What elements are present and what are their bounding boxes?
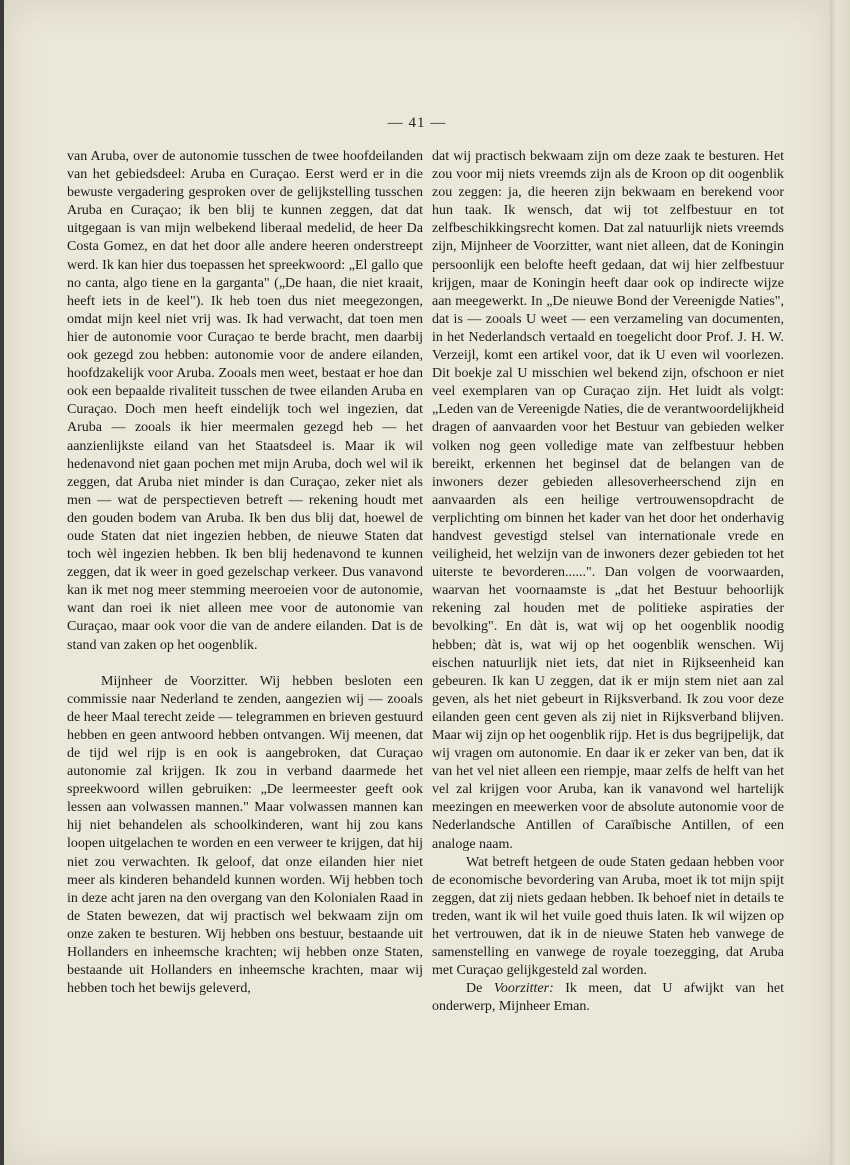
closing-prefix: De: [466, 981, 483, 997]
chair-remark: [432, 980, 784, 1016]
speaker-name: Voorzitter:: [493, 981, 554, 997]
paragraph: Wat betreft hetgeen de oude Staten gedaan hebben voor de economische bevordering van Aruba, moet ik tot mijn spijt zeggen, dat zij niets gedaan hebben. Ik behoef niet in details te treden, want ik wil het vuile goed thuis laten. Ik wil wijzen op het vertrouwen, dat ik in de nieuwe Staten heb vanwege de samenstelling en vanwege de royale toezegging, dat Aruba met Curaçao gelijkgesteld zal worden.: [432, 854, 784, 979]
paragraph: Mijnheer de Voorzitter. Wij hebben besloten een commissie naar Nederland te zenden, aangezien wij — zooals de heer Maal terecht zeide — telegrammen en brieven gestuurd hebben en geen antwoord hebben ontvangen. Wij meenen, dat de tijd wel rijp is en ook is aangebroken, dat Curaçao autonomie zal krijgen. Ik zou in verband daarmede het spreekwoord willen gebruiken: „De leermeester geeft ook lessen aan volwassen mannen." Maar volwassen mannen kan hij niet behandelen als schoolkinderen, want hij zou kans loopen uitgelachen te worden en een verweer te krijgen, dat hij niet zou verwachten. Ik geloof, dat onze eilanden hier niet meer als kinderen behandeld kunnen worden. Wij hebben toch in deze acht jaren na den overgang van den Kolonialen Raad in de Staten bewezen, dat wij practisch wel bekwaam zijn om onze zaken te besturen. Wij hebben ons bestuur, bestaande uit Hollanders en inheemsche krachten; wij hebben onze Staten, bestaande uit Hollanders en inheemsche krachten, maar wij hebben toch het bewijs geleverd,: [67, 673, 423, 997]
closing-text: Ik meen, dat U afwijkt van het onderwerp, Mijnheer Eman.: [432, 981, 784, 1015]
left-column: [67, 148, 423, 998]
paragraph: dat wij practisch bekwaam zijn om deze zaak te besturen. Het zou voor mij niets vreemds zijn als de Kroon op dit oogenblik zou zeggen: ja, die heeren zijn bekwaam en berekend voor hun taak. Ik wensch, dat wij tot zelfbestuur en tot zelfbeschikkingsrecht komen. Dat zal natuurlijk niets vreemds zijn, Mijnheer de Voorzitter, want niet alleen, dat de Koningin persoonlijk een belofte heeft gedaan, dat wij hier zelfbestuur krijgen, maar de Koningin heeft daar ook op indirecte wijze aan meegewerkt. In „De nieuwe Bond der Vereenigde Naties", dat is — zooals U weet — een verzameling van documenten, in het Nederlandsch vertaald en toegelicht door Prof. J. H. W. Verzeijl, komt een artikel voor, dat ik U even wil voorlezen. Dit boekje zal U misschien wel bekend zijn, ofschoon er niet veel exemplaren van op Curaçao zijn. Het luidt als volgt: „Leden van de Vereenigde Naties, die de verantwoordelijkheid dragen of aanvaarden voor het Bestuur van gebieden welker volken nog geen volledige mate van zelfbestuur hebben bereikt, erkennen het beginsel dat de belangen van de inwoners dezer gebieden allesoverheerschend zijn en aanvaarden als een heilige vertrouwensopdracht de verplichting om binnen het kader van het door het onderhavig handvest gevestigd stelsel van internationale vrede en veiligheid, het welzijn van de inwoners dezer gebieden tot het uiterste te bevorderen......". Dan volgen de voorwaarden, waarvan het voornaamste is „dat het Bestuur behoorlijk rekening zal houden met de politieke aspiraties der bevolking". En dàt is, wat wij op het oogenblik noodig hebben; dàt is, wat wij op het oogenblik wenschen. Wij eischen natuurlijk niet iets, dat niet in Rijkseenheid kan gebeuren. Ik kan U zeggen, dat ik er mijn stem niet aan zal geven, als het niet gebeurt in Rijksverband. Ik zou voor deze eilanden geen cent geven als zij niet in Rijksverband blijven. Maar wij zijn op het oogenblik rijp. Het is dus begrijpelijk, dat wij vragen om autonomie. En daar ik er zeker van ben, dat ik van het vel niet alleen een riempje, maar zelfs de helft van het vel zal krijgen voor Aruba, kan ik vanavond wel hartelijk meezingen en meewerken voor de absolute autonomie voor de Nederlandsche Antillen of Caraïbische Antillen, of een analoge naam.: [432, 149, 784, 852]
document-page: [4, 0, 830, 1165]
page-number: — 41 —: [387, 115, 447, 131]
paragraph: van Aruba, over de autonomie tusschen de twee hoofdeilanden van het gebiedsdeel: Aruba en Curaçao. Eerst werd er in die bewuste vergadering gesproken over de gelijkstelling tusschen Aruba en Curaçao; ik ben blij te kunnen zeggen, dat dat uitgegaan is van mijn welbekend liberaal medelid, de heer Da Costa Gomez, en dat het door alle andere heeren onderstreept werd. Ik kan hier dus toepassen het spreekwoord: „El gallo que no canta, algo tiene en la garganta" („De haan, die niet kraait, heeft iets in de keel"). Ik heb toen dus niet meegezongen, omdat mijn keel niet vrij was. Ik had verwacht, dat toen men hier de autonomie voor Curaçao te berde bracht, men daarbij ook gezegd zou hebben: autonomie voor de andere eilanden, hoofdzakelijk voor Aruba. Zooals men weet, bestaat er hoe dan ook een bepaalde rivaliteit tusschen de twee eilanden Aruba en Curaçao. Doch men heeft eindelijk toch wel ingezien, dat Aruba — zooals ik hier meermalen gezegd heb — het aanzienlijkste eiland van het Staatsdeel is. Maar ik wil hedenavond niet gaan pochen met mijn Aruba, doch wel wil ik zeggen, dat Aruba niet minder is dan Curaçao, zeker niet als men — wat de perspectieven betreft — rekening houdt met den gouden bodem van Aruba. Ik ben dus blij dat, hoewel de oude Staten dat niet ingezien hebben, de nieuwe Staten dat toch wèl ingezien hebben. Ik ben blij hedenavond te kunnen zeggen, dat ik weer in goed gezelschap verkeer. Dus vanavond kan ik met nog meer stemming meeroeien voor de autonomie, want dan roei ik niet alleen mee voor de autonomie van Curaçao, maar ook voor die van de andere eilanden. Dat is de stand van zaken op het oogenblik.: [67, 149, 423, 653]
adjacent-page-edge: [830, 0, 850, 1165]
right-column: [432, 148, 784, 1017]
